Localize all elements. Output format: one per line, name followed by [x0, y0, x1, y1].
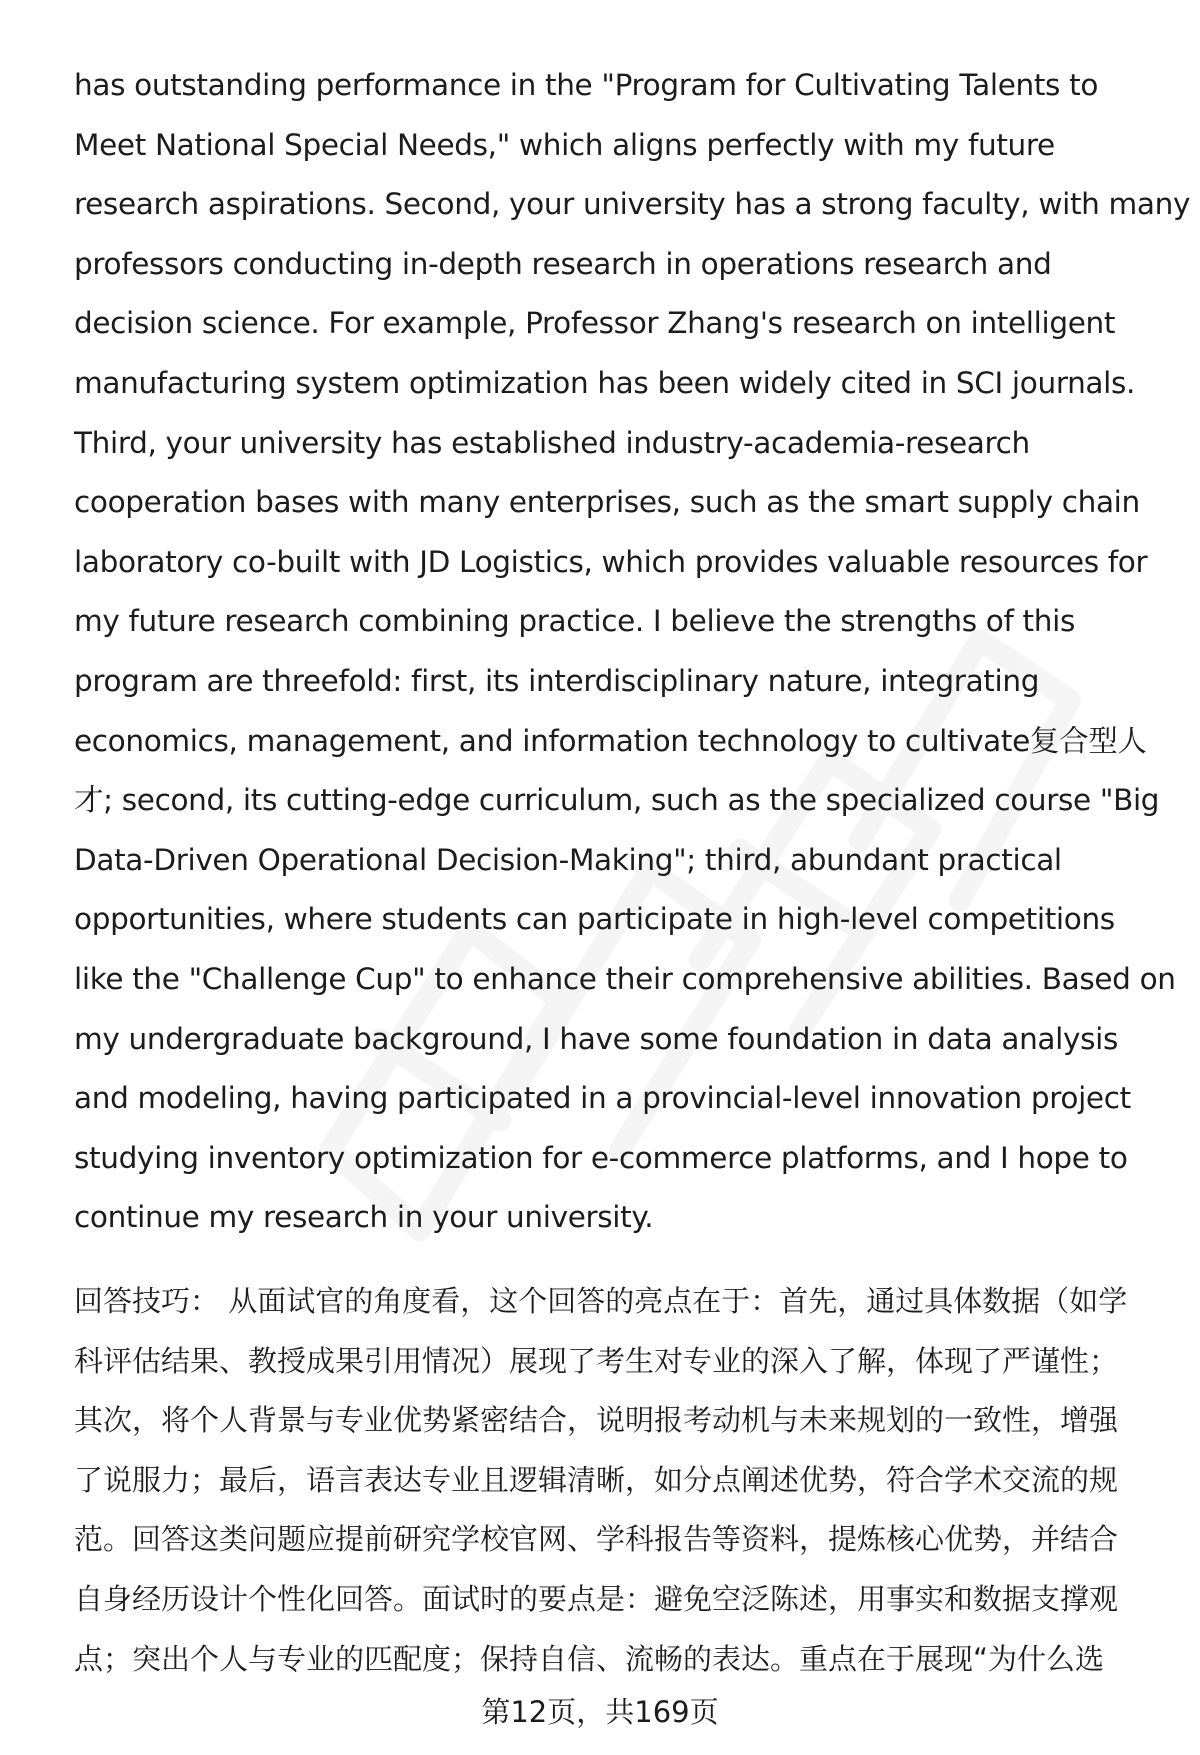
text-line: Third, your university has established industry-academia-research: [74, 425, 1030, 460]
text-line: 科评估结果、教授成果引用情况）展现了考生对专业的深入了解，体现了严谨性；: [74, 1343, 1119, 1378]
text-line: Meet National Special Needs," which aligns perfectly with my future: [74, 127, 1055, 162]
text-line: continue my research in your university.: [74, 1200, 654, 1235]
answer-tips-paragraph: [74, 1272, 1164, 1689]
text-line: cooperation bases with many enterprises, such as the smart supply chain: [74, 485, 1140, 520]
text-line: 自身经历设计个性化回答。面试时的要点是：避免空泛陈述，用事实和数据支撑观: [74, 1581, 1119, 1616]
text-line: like the "Challenge Cup" to enhance their comprehensive abilities. Based on: [74, 961, 1176, 996]
text-line: opportunities, where students can participate in high-level competitions: [74, 902, 1115, 937]
text-line: has outstanding performance in the "Program for Cultivating Talents to: [74, 68, 1099, 102]
text-line: Data-Driven Operational Decision-Making"; third, abundant practical: [74, 842, 1062, 877]
text-line: studying inventory optimization for e-commerce platforms, and I hope to: [74, 1140, 1128, 1175]
text-line: and modeling, having participated in a provincial-level innovation project: [74, 1081, 1131, 1116]
text-line: 才; second, its cutting-edge curriculum, such as the specialized course "Big: [74, 783, 1160, 818]
text-line: professors conducting in-depth research in operations research and: [74, 246, 1052, 281]
text-line: decision science. For example, Professor Zhang's research on intelligent: [74, 306, 1116, 341]
text-line: research aspirations. Second, your university has a strong faculty, with many: [74, 187, 1191, 222]
text-line: 其次，将个人背景与专业优势紧密结合，说明报考动机与未来规划的一致性，增强: [74, 1403, 1119, 1438]
text-line: 了说服力；最后，语言表达专业且逻辑清晰，如分点阐述优势，符合学术交流的规: [74, 1462, 1119, 1497]
text-line: 点；突出个人与专业的匹配度；保持自信、流畅的表达。重点在于展现“为什么选: [74, 1641, 1105, 1676]
text-line: laboratory co-built with JD Logistics, which provides valuable resources for: [74, 544, 1148, 579]
text-line: my future research combining practice. I believe the strengths of this: [74, 604, 1075, 639]
text-line: manufacturing system optimization has been widely cited in SCI journals.: [74, 365, 1136, 400]
english-paragraph: [74, 56, 1191, 1248]
text-line: 回答技巧： 从面试官的角度看，这个回答的亮点在于：首先，通过具体数据（如学: [74, 1284, 1128, 1318]
text-line: program are threefold: first, its interdisciplinary nature, integrating: [74, 663, 1040, 698]
text-line: economics, management, and information technology to cultivate复合型人: [74, 723, 1147, 758]
text-line: my undergraduate background, I have some foundation in data analysis: [74, 1021, 1118, 1056]
page-number-footer: 第12页，共169页: [481, 1695, 719, 1729]
text-line: 范。回答这类问题应提前研究学校官网、学科报告等资料，提炼核心优势，并结合: [74, 1522, 1119, 1557]
